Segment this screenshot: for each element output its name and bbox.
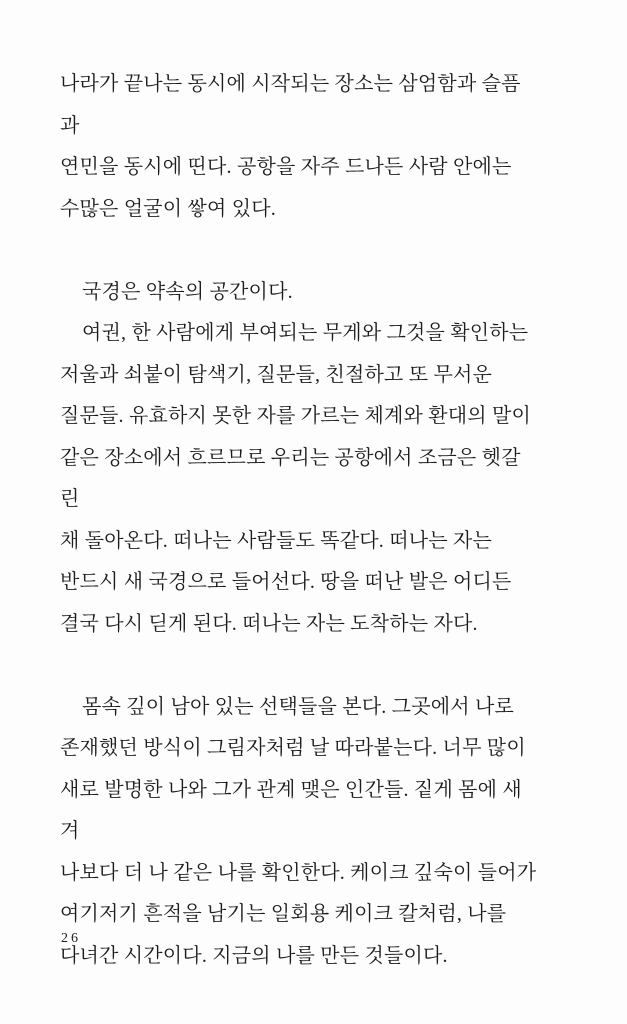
text-line: 결국 다시 딛게 된다. 떠나는 자는 도착하는 자다. — [60, 612, 478, 635]
text-line: 질문들. 유효하지 못한 자를 가르는 체계와 환대의 말이 — [60, 405, 532, 427]
text-line: 존재했던 방식이 그림자처럼 날 따라붙는다. 너무 많이 — [60, 737, 526, 759]
text-line: 다녀간 시간이다. 지금의 나를 만든 것들이다. — [60, 944, 448, 967]
text-line: 수많은 얼굴이 쌓여 있다. — [60, 197, 276, 220]
text-line: 새로 발명한 나와 그가 관계 맺은 인간들. 짙게 몸에 새겨 — [60, 778, 522, 842]
paragraph — [60, 64, 540, 230]
text-line: 반드시 새 국경으로 들어선다. 땅을 떠난 발은 어디든 — [60, 571, 512, 593]
text-line: 여기저기 흔적을 남기는 일회용 케이크 칼처럼, 나를 — [60, 903, 507, 925]
page-number: 26 — [61, 931, 81, 946]
text-block — [60, 64, 540, 977]
paragraph — [60, 313, 540, 645]
text-line: 채 돌아온다. 떠나는 사람들도 똑같다. 떠나는 자는 — [60, 529, 492, 552]
text-line: 몸속 깊이 남아 있는 선택들을 본다. 그곳에서 나로 — [82, 695, 514, 718]
text-line: 여권, 한 사람에게 부여되는 무게와 그것을 확인하는 — [82, 322, 529, 344]
text-line: 연민을 동시에 띤다. 공항을 자주 드나든 사람 안에는 — [60, 156, 512, 178]
paragraph — [60, 272, 540, 314]
text-line: 국경은 약속의 공간이다. — [82, 280, 293, 303]
paragraph — [60, 687, 540, 978]
text-line: 나라가 끝나는 동시에 시작되는 장소는 삼엄함과 슬픔과 — [60, 73, 521, 137]
text-line: 나보다 더 나 같은 나를 확인한다. 케이크 깊숙이 들어가 — [60, 861, 537, 884]
text-line: 저울과 쇠붙이 탐색기, 질문들, 친절하고 또 무서운 — [60, 363, 492, 386]
text-line: 같은 장소에서 흐르므로 우리는 공항에서 조금은 헷갈린 — [60, 446, 521, 510]
